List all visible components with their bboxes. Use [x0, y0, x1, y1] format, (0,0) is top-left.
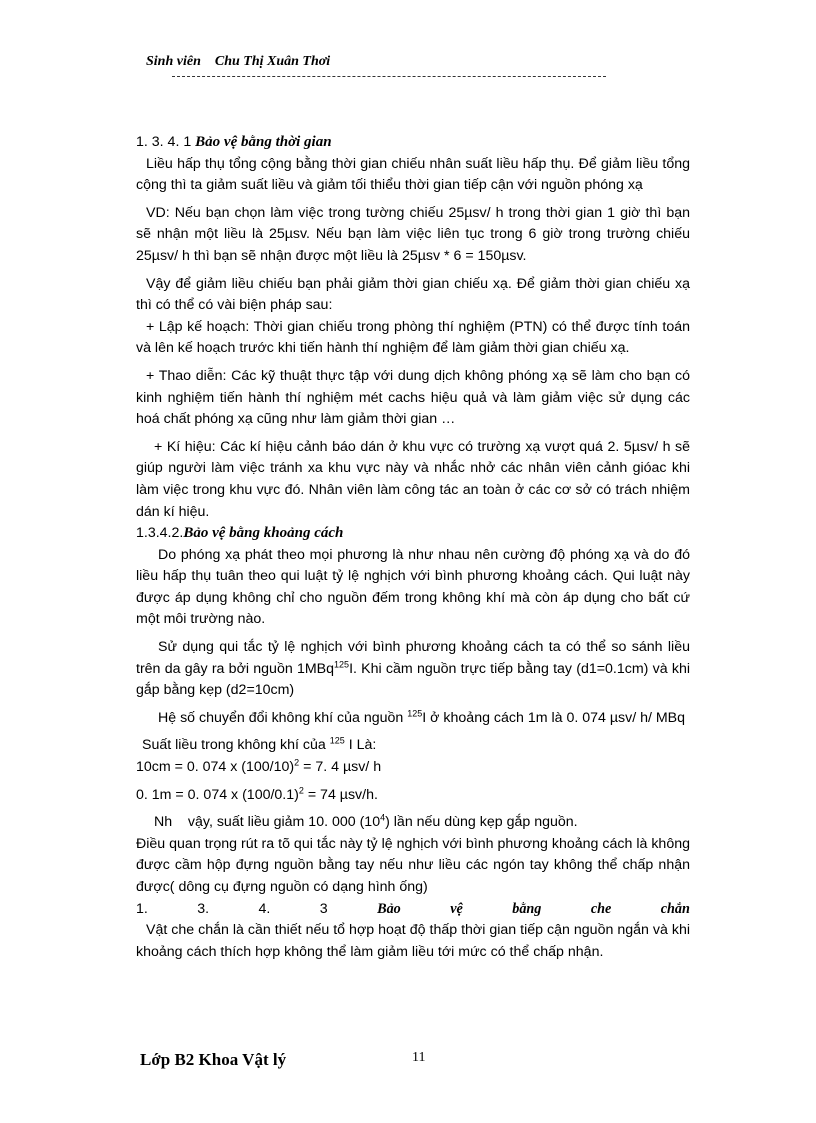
equation — [136, 757, 690, 779]
heading-word: bằng — [512, 900, 542, 917]
text: Suất liều trong không khí của — [142, 737, 326, 754]
section-number: 1. 3. 4. 1 — [136, 134, 192, 150]
list-item: + Lập kế hoạch: Thời gian chiếu trong phòng thí nghiệm (PTN) có thể được tính toán và lên kế hoạch trước khi tiến hành thí nghiệm để làm giảm thời gian chiếu xạ. — [136, 318, 690, 357]
text: Hệ số chuyển đổi không khí của nguồn — [158, 709, 404, 726]
superscript: 125 — [407, 708, 423, 719]
section-title: Bảo vệ bằng khoảng cách — [183, 525, 344, 542]
superscript: 4 — [380, 812, 386, 823]
text: Sử dụng qui tắc tỷ lệ nghịch với bình phương khoảng cách ta có thể so sánh liều trên da gây ra bởi nguồn 1MBq — [136, 639, 690, 677]
paragraph: Do phóng xạ phát theo mọi phương là như nhau nên cường độ phóng xạ và do đó liều hấp thụ tuân theo qui luật tỷ lệ nghịch với bình phương khoảng cách. Qui luật này được áp dụng không chỉ cho nguồn đếm trong không khí mà còn áp dụng cho bất cứ một môi trường nào. — [136, 546, 690, 628]
section-heading-3 — [136, 899, 690, 921]
section-heading-2 — [136, 523, 690, 545]
footer-class: Lớp B2 Khoa Vật lý — [140, 1050, 287, 1069]
heading-word: vệ — [450, 900, 463, 917]
paragraph: Liều hấp thụ tổng cộng bằng thời gian chiếu nhân suất liều hấp thụ. Để giảm liều tổng cộng thì ta giảm suất liều và giảm tối thiểu thời gian tiếp cận với nguồn phóng xạ — [136, 155, 690, 194]
paragraph: Điều quan trọng rút ra tõ qui tắc này tỷ lệ nghịch với bình phương khoảng cách là không được cầm hộp đựng nguồn bằng tay nếu như liều các ngón tay không thể chấp nhận được( dông cụ đựng nguồn có dạng hình ống) — [136, 835, 690, 895]
heading-word: 4. — [258, 900, 271, 917]
text: 10cm = 0. 074 x (100/10) — [136, 759, 295, 776]
header-divider — [172, 76, 606, 77]
text: I Là: — [348, 737, 377, 754]
heading-word: chắn — [660, 900, 690, 917]
paragraph — [136, 735, 690, 757]
page-header — [146, 54, 330, 70]
heading-word: 3. — [197, 900, 210, 917]
heading-word: 3 — [319, 900, 328, 917]
list-item: + Thao diễn: Các kỹ thuật thực tập với dung dịch không phóng xạ sẽ làm cho bạn có kinh nghiệm tiến hành thí nghiệm mét cachs hiệu quả và làm giảm việc sử dụng các hoá chất phóng xạ cũng như làm giảm thời gian … — [136, 367, 690, 428]
paragraph — [136, 812, 690, 834]
superscript: 125 — [334, 658, 350, 669]
paragraph — [136, 637, 690, 702]
paragraph — [136, 708, 690, 730]
heading-word: 1. — [136, 900, 148, 917]
text: 0. 1m = 0. 074 x (100/0.1) — [136, 786, 299, 803]
heading-word: che — [590, 900, 612, 917]
text: vậy, suất liều giảm 10. 000 (10 — [187, 814, 381, 831]
header-label: Sinh viên — [146, 54, 201, 69]
header-author: Chu Thị Xuân Thơi — [214, 54, 331, 69]
text: I ở khoảng cách 1m là 0. 074 µsv/ h/ MBq — [422, 709, 686, 726]
paragraph: Vậy để giảm liều chiếu bạn phải giảm thời gian chiếu xạ. Để giảm thời gian chiếu xạ thì có thể có vài biện pháp sau: — [136, 275, 690, 314]
section-number: 1.3.4.2. — [136, 525, 184, 542]
text: I. Khi cầm nguồn trực tiếp bằng tay (d1=0.1cm) và khi gắp bằng kẹp (d2=10cm) — [136, 660, 691, 699]
section-title: Bảo vệ bằng thời gian — [195, 134, 332, 150]
heading-word: Bảo — [377, 900, 401, 917]
text: = 7. 4 µsv/ h — [303, 759, 382, 776]
text: Nh — [154, 814, 173, 831]
text: = 74 µsv/h. — [307, 786, 378, 803]
equation — [136, 785, 690, 807]
section-heading-1 — [136, 132, 690, 154]
page-number: 11 — [412, 1050, 426, 1065]
paragraph: VD: Nếu bạn chọn làm việc trong tường chiếu 25µsv/ h trong thời gian 1 giờ thì bạn sẽ nhận một liều là 25µsv. Nếu bạn làm việc liên tục trong 6 giờ trong trường chiếu 25µsv/ h thì bạn sẽ nhận được một liều là 25µsv * 6 = 150µsv. — [136, 204, 690, 264]
list-item: + Kí hiệu: Các kí hiệu cảnh báo dán ở khu vực có trường xạ vượt quá 2. 5µsv/ h sẽ giúp người làm việc tránh xa khu vực này và nhắc nhở các nhân viên cảnh gióac khi làm việc trong khu vực đó. Nhân viên làm công tác an toàn ở các cơ sở có trách nhiệm dán kí hiệu. — [136, 438, 690, 520]
paragraph: Vật che chắn là cần thiết nếu tổ hợp hoạt độ thấp thời gian tiếp cận nguồn ngắn và khi khoảng cách thích hợp không thể làm giảm liều tới mức có thể chấp nhận. — [136, 922, 690, 960]
superscript: 125 — [329, 735, 345, 746]
superscript: 2 — [294, 757, 300, 768]
document-body — [136, 132, 690, 963]
text: ) lần nếu dùng kẹp gắp nguồn. — [385, 814, 578, 831]
superscript: 2 — [298, 784, 304, 795]
